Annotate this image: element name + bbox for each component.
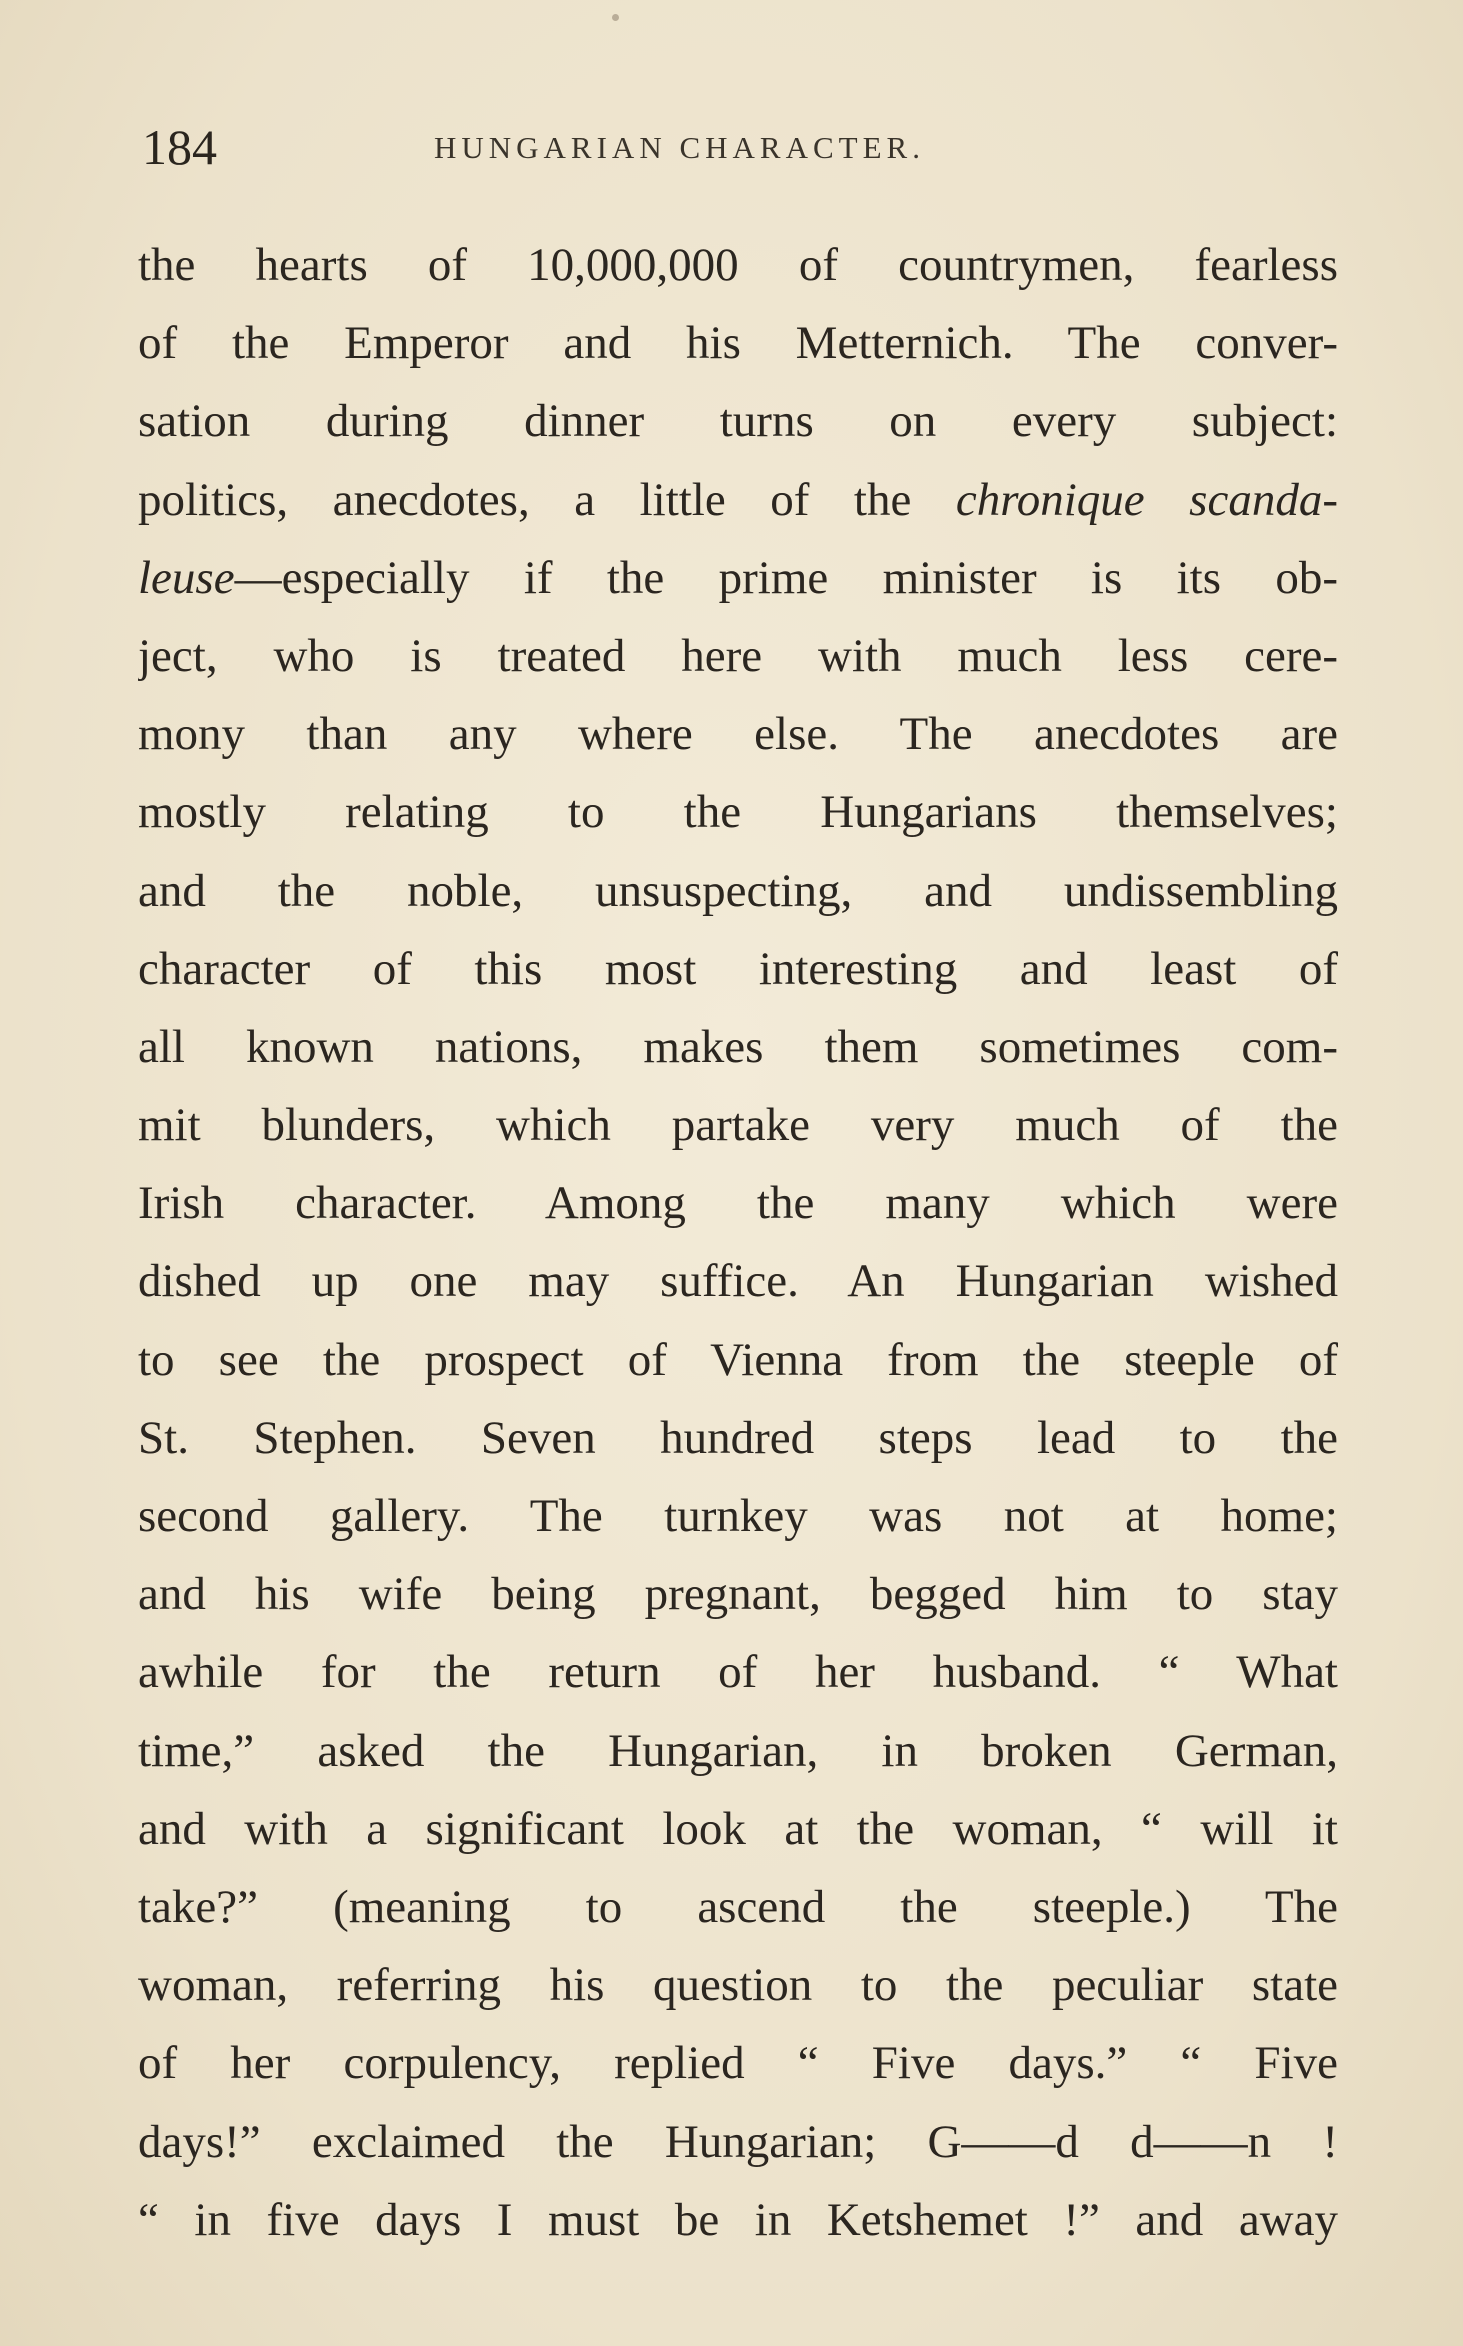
text-line: politics, anecdotes, a little of the chronique scanda-	[138, 473, 1338, 526]
italic-phrase: leuse	[138, 551, 235, 604]
text-line: sation during dinner turns on every subject:	[138, 395, 1338, 448]
text-line: of the Emperor and his Metternich. The conver-	[138, 317, 1338, 370]
text-line: and his wife being pregnant, begged him to stay	[138, 1568, 1338, 1621]
text-line: and with a significant look at the woman, “ will it	[138, 1802, 1338, 1855]
running-head	[142, 112, 1342, 182]
text-line: days!” exclaimed the Hungarian; G——d d——n !	[138, 2115, 1338, 2168]
text-line: woman, referring his question to the peculiar state	[138, 1959, 1338, 2012]
text-line: second gallery. The turnkey was not at home;	[138, 1490, 1338, 1542]
running-title: HUNGARIAN CHARACTER.	[434, 130, 925, 165]
text-line: mit blunders, which partake very much of the	[138, 1099, 1338, 1152]
text-line: of her corpulency, replied “ Five days.” “ Five	[138, 2037, 1338, 2090]
text-line: leuse—especially if the prime minister is its ob-	[138, 551, 1338, 604]
text-line: take?” (meaning to ascend the steeple.) The	[138, 1880, 1338, 1933]
page-number: 184	[142, 119, 217, 175]
text-line: ject, who is treated here with much less cere-	[138, 629, 1338, 682]
text-line: all known nations, makes them sometimes com-	[138, 1020, 1338, 1073]
text-line: awhile for the return of her husband. “ What	[138, 1646, 1338, 1699]
text-line: mony than any where else. The anecdotes are	[138, 708, 1338, 761]
text-line: time,” asked the Hungarian, in broken German,	[138, 1724, 1338, 1777]
text-line: Irish character. Among the many which were	[138, 1177, 1338, 1230]
italic-phrase: chronique scanda-	[955, 473, 1338, 526]
text-line: character of this most interesting and least of	[138, 942, 1338, 995]
text-line: to see the prospect of Vienna from the steeple of	[138, 1333, 1338, 1386]
text-line: and the noble, unsuspecting, and undissembling	[138, 864, 1338, 917]
text-line: mostly relating to the Hungarians themselves;	[138, 786, 1338, 839]
paper-speck	[612, 14, 619, 21]
text-line: St. Stephen. Seven hundred steps lead to the	[138, 1411, 1338, 1464]
text-line: dished up one may suffice. An Hungarian wished	[138, 1255, 1338, 1308]
body-text	[138, 226, 1338, 2259]
text-line: the hearts of 10,000,000 of countrymen, fearless	[138, 239, 1338, 291]
text-line: “ in five days I must be in Ketshemet !” and away	[138, 2193, 1338, 2246]
